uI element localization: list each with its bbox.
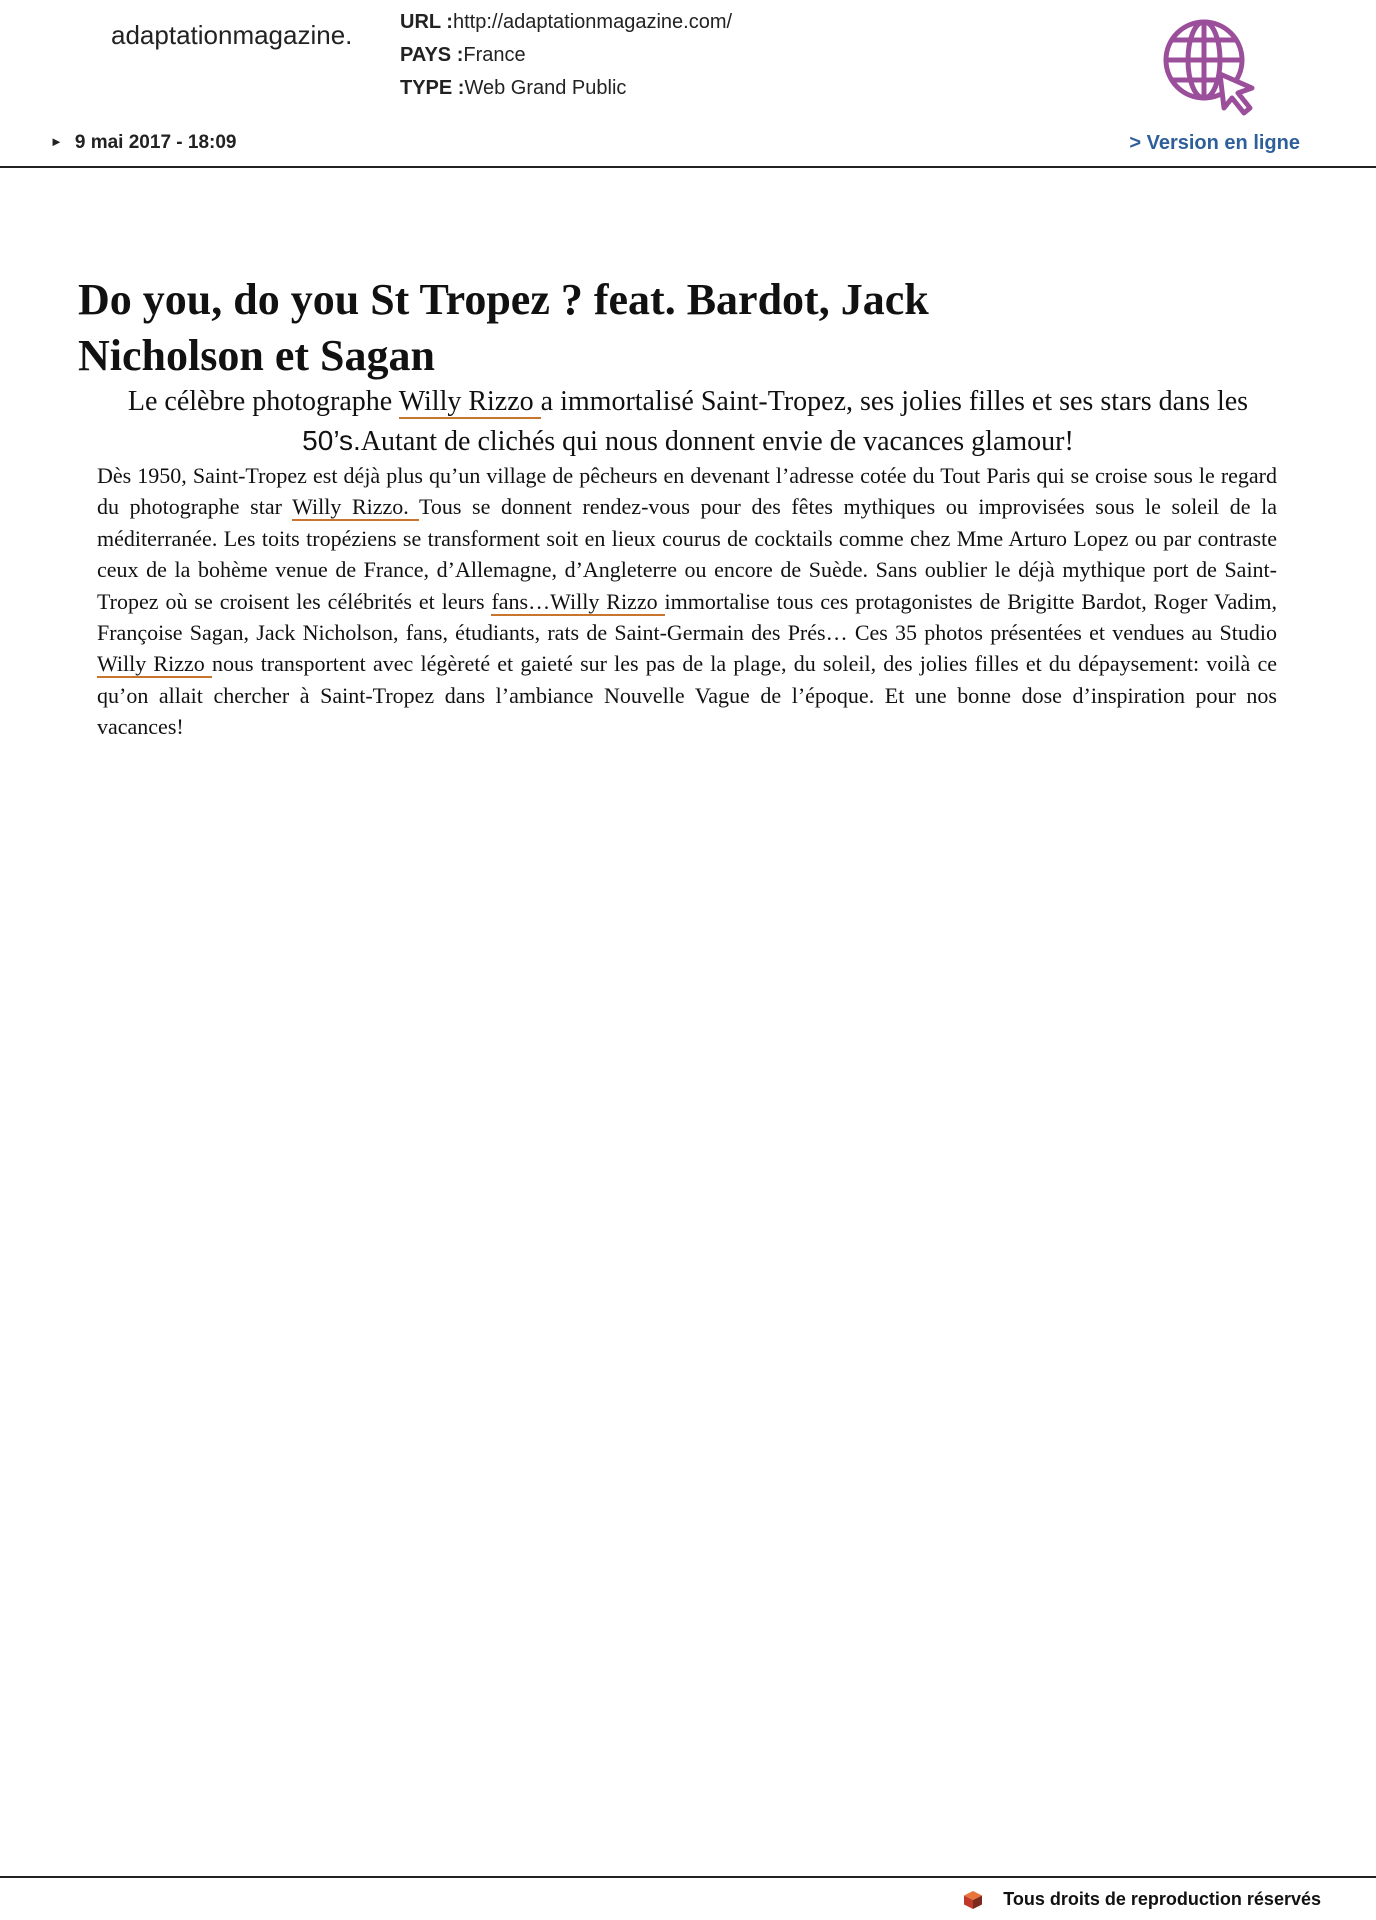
date-text: 9 mai 2017 - 18:09 [74,132,237,153]
rights-text: Tous droits de reproduction réservés [1003,1889,1321,1909]
url-label: URL : [400,11,453,33]
source-name: adaptationmagazine. [111,20,353,50]
footer-divider [0,1876,1376,1878]
body-name-3: Willy Rizzo [97,651,212,677]
article-body [97,460,1277,743]
play-triangle-icon: ► [50,134,63,149]
body-part-3: immortalise tous ces protagonistes de Brigitte Bardot, Roger Vadim, Françoise Sagan, Jack Nicholson, fans, étudiants, rats de Saint-Germain des Prés… Ces 35 photos présentées et vendues au Studio [97,588,1277,646]
cube-icon [963,1890,983,1910]
subtitle-part-1: Le célèbre photographe [127,386,399,417]
online-version-link[interactable]: > Version en ligne [1129,132,1300,154]
subtitle-name-link: Willy Rizzo [398,386,541,417]
header-divider [0,166,1376,168]
country-row [400,39,732,72]
article-title: Do you, do you St Tropez ? feat. Bardot, Jack Nicholson et Sagan [78,275,929,380]
body-part-2: Tous se donnent rendez-vous pour des fêtes mythiques ou improvisées sous le soleil de la méditerranée. Les toits tropéziens se transforment soit en lieux courus de cocktails comme chez Mme Arturo Lopez ou par contraste ceux de la bohème venue de France, d’Allemagne, d’Angleterre ou encore de Suède. Sans oublier le déjà mythique port de Saint-Tropez où se croisent les célébrités et leurs [97,494,1278,614]
url-row [400,6,732,39]
footer [963,1889,1321,1910]
body-name-2: fans…Willy Rizzo [491,588,665,614]
country-value: France [463,44,526,66]
globe-cursor-icon [1160,16,1260,116]
body-name-1: Willy Rizzo. [292,494,419,520]
source-meta [400,6,732,105]
type-label: TYPE : [400,77,465,99]
article-subtitle [78,382,1298,461]
subtitle-part-2: a immortalisé Saint-Tropez, ses jolies filles et ses stars dans les [540,386,1249,417]
subtitle-decade: 50’s. [302,425,361,456]
url-value[interactable]: http://adaptationmagazine.com/ [452,11,733,33]
country-label: PAYS : [400,44,464,66]
publication-date [50,132,237,154]
body-part-4: nous transportent avec légèreté et gaieté sur les pas de la plage, du soleil, des jolies filles et du dépaysement: voilà ce qu’on allait chercher à Saint-Tropez dans l’ambiance Nouvelle Vague de l’époque. Et une bonne dose d’inspiration pour nos vacances! [97,651,1277,740]
type-value: Web Grand Public [464,77,627,99]
body-part-1: Dès 1950, Saint-Tropez est déjà plus qu’un village de pêcheurs en devenant l’adresse cotée du Tout Paris qui se croise sous le regard du photographe star [97,463,1277,520]
subtitle-part-3: Autant de clichés qui nous donnent envie de vacances glamour! [360,426,1074,457]
type-row [400,72,732,105]
